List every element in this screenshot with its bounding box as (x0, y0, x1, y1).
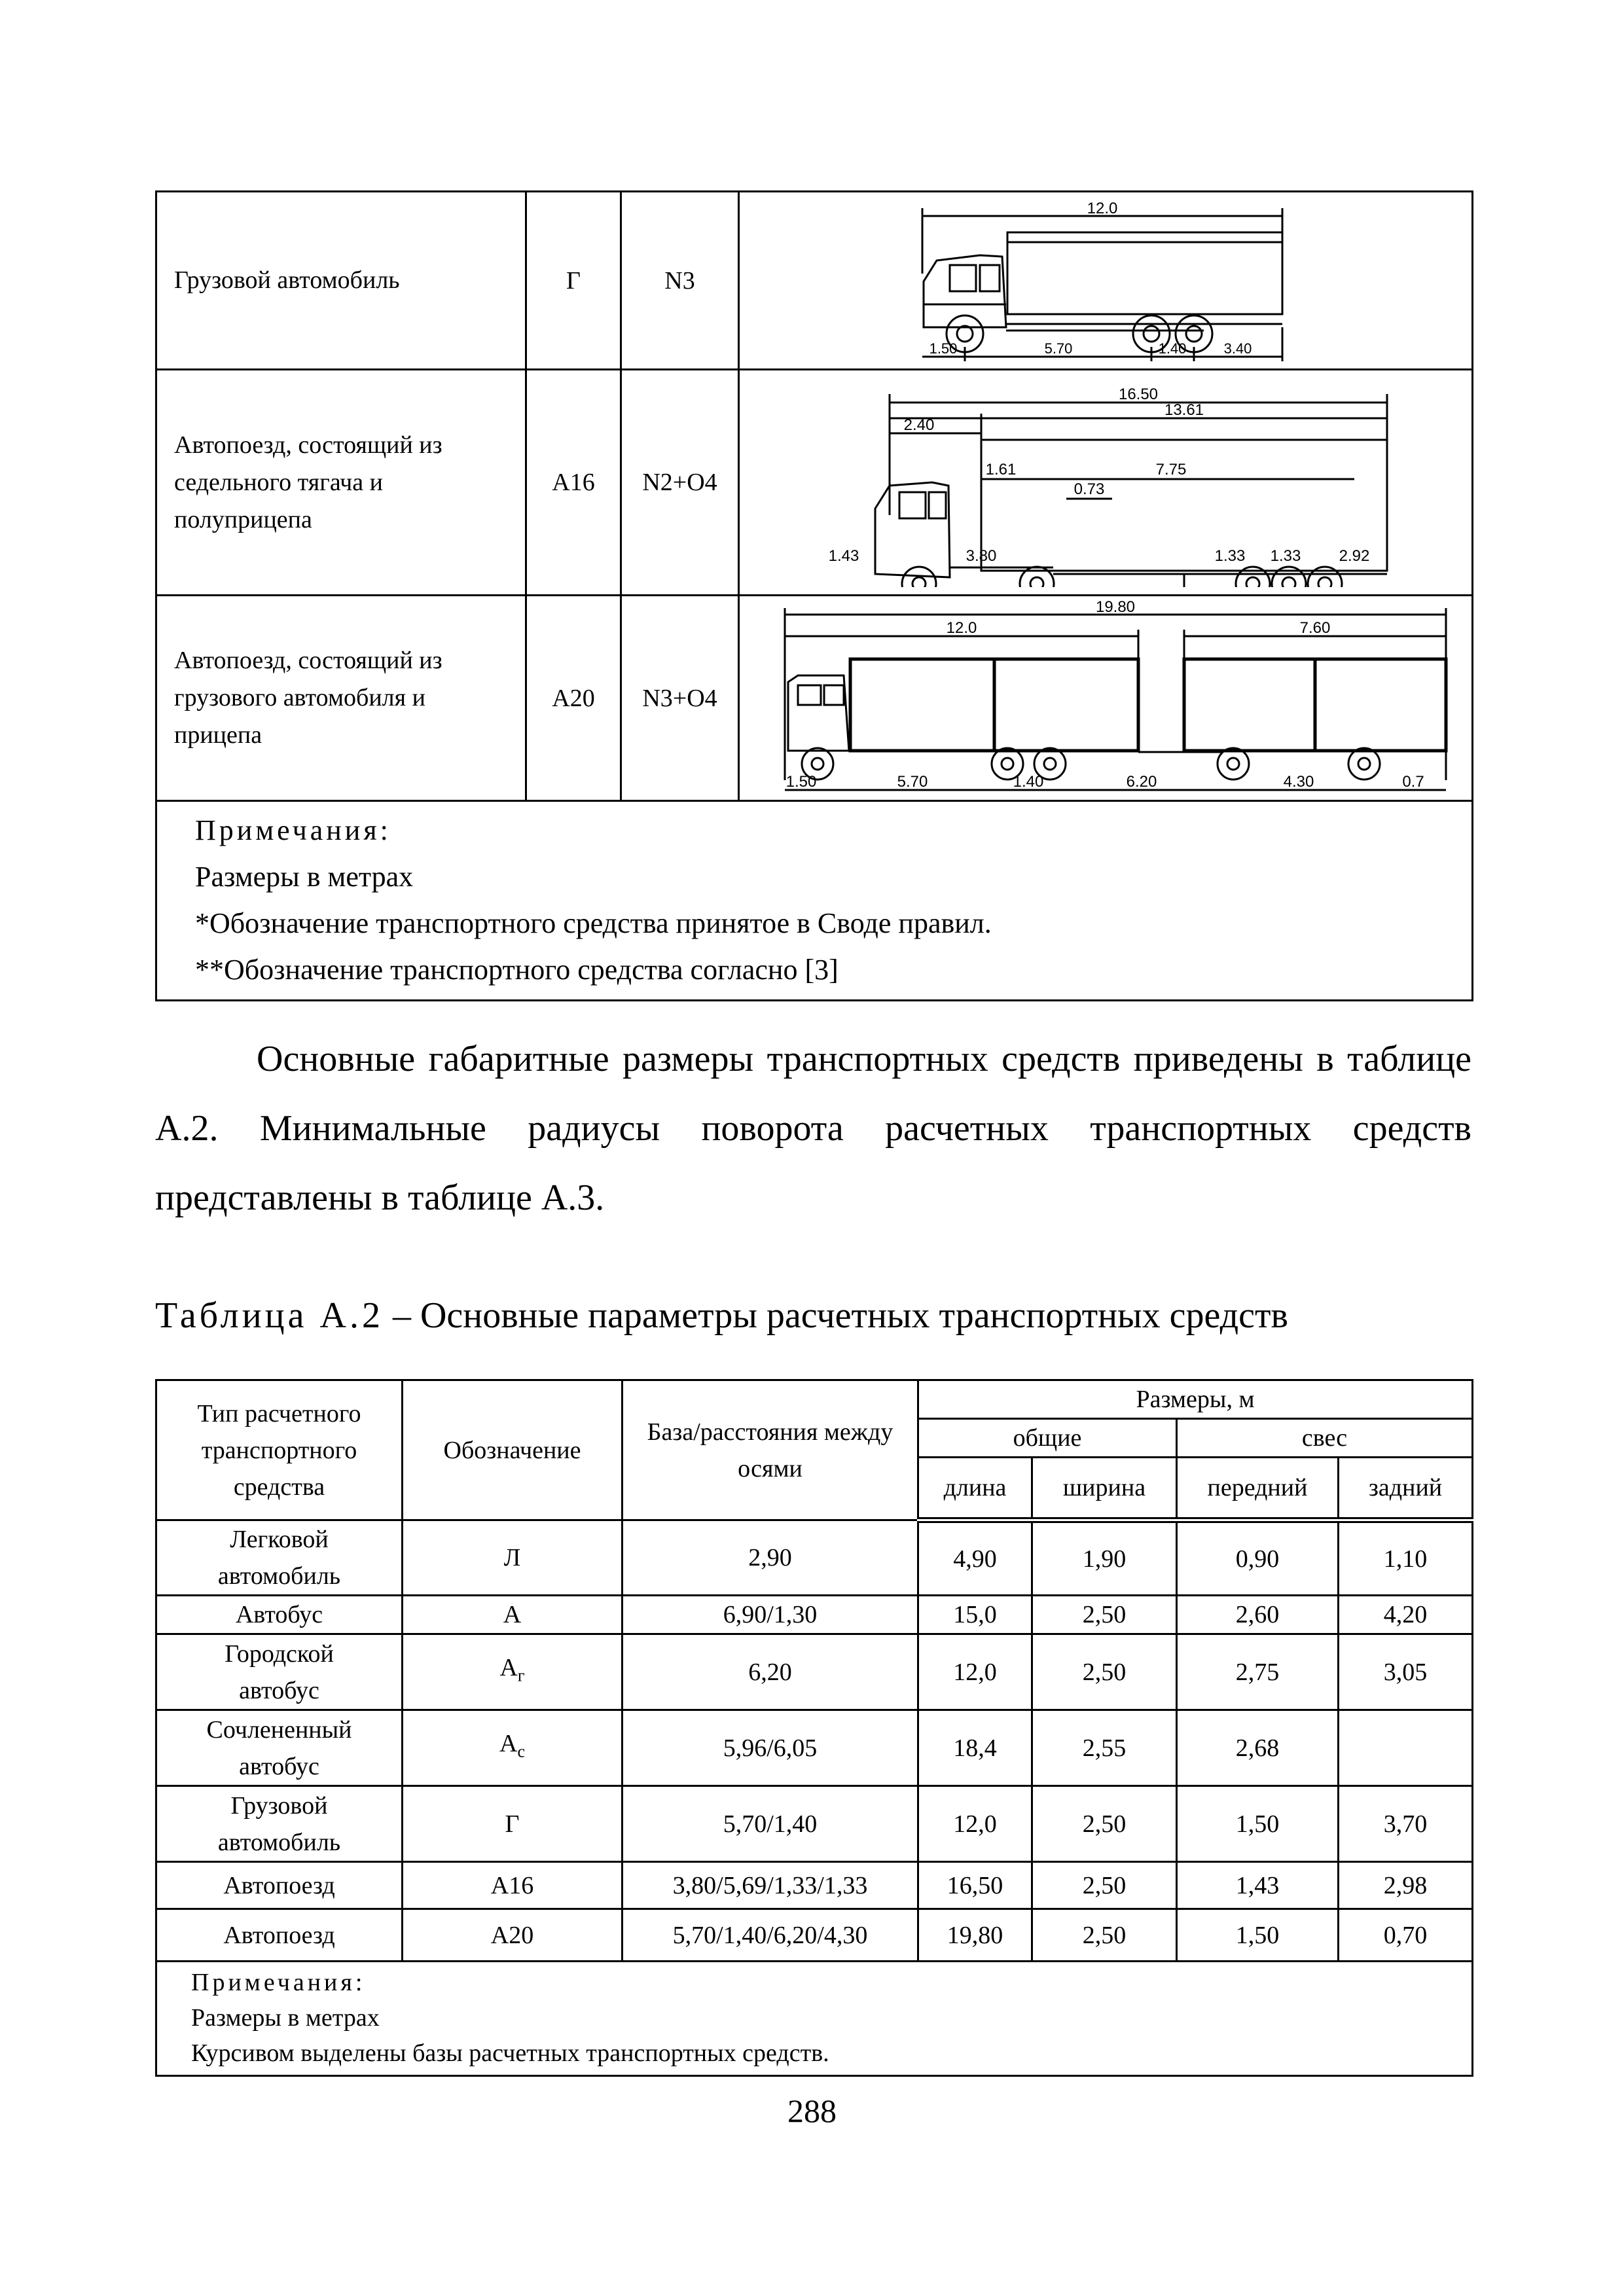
vehicle-code: Г (526, 192, 621, 370)
page-number: 288 (787, 2092, 837, 2129)
cell-type: Автопоезд (156, 1909, 403, 1962)
cell-length: 4,90 (918, 1520, 1032, 1596)
dim-label: 7.75 (1155, 461, 1187, 478)
header-overhang: свес (1177, 1419, 1473, 1458)
cell-front: 1,50 (1177, 1786, 1339, 1862)
table-row (156, 1634, 1473, 1710)
cell-type: Грузовой автомобиль (156, 1786, 403, 1862)
cell-length: 15,0 (918, 1596, 1032, 1634)
table-notes (156, 1962, 1473, 2076)
cell-rear (1339, 1710, 1473, 1786)
cell-base: 5,70/1,40 (623, 1786, 918, 1862)
cell-length: 12,0 (918, 1786, 1032, 1862)
table-row (156, 1520, 1473, 1596)
cell-width: 2,50 (1032, 1862, 1177, 1909)
table-row (156, 1786, 1473, 1862)
cell-width: 2,50 (1032, 1786, 1177, 1862)
header-front: передний (1177, 1458, 1339, 1520)
cell-designation: $А_с$ (403, 1710, 623, 1786)
cell-base: 6,90/1,30 (623, 1596, 918, 1634)
truck-diagram (739, 192, 1473, 370)
dim-label: 4.30 (1283, 772, 1314, 791)
dim-label: 0.73 (1074, 480, 1105, 498)
cell-width: 2,50 (1032, 1634, 1177, 1710)
notes-title: Примечания: (195, 814, 391, 846)
dim-label: 2.92 (1339, 547, 1370, 565)
cell-type: Легковой автомобиль (156, 1520, 403, 1596)
vehicle-category: N2+O4 (621, 370, 739, 596)
dim-label: 5.70 (1044, 340, 1073, 357)
table-row (156, 370, 1473, 596)
dim-label: 13.61 (1164, 401, 1204, 419)
cell-front: 2,68 (1177, 1710, 1339, 1786)
dim-label: 1.43 (828, 547, 859, 565)
dim-overall: 12.0 (1087, 199, 1118, 217)
cell-designation: A16 (403, 1862, 623, 1909)
cell-designation: А (403, 1596, 623, 1634)
cell-base: 6,20 (623, 1634, 918, 1710)
cell-designation: Л (403, 1520, 623, 1596)
cell-length: 16,50 (918, 1862, 1032, 1909)
note-line: Размеры в метрах (195, 861, 414, 893)
cell-front: 2,75 (1177, 1634, 1339, 1710)
table-caption: Таблица А.2 – Основные параметры расчетных транспортных средств (155, 1295, 1288, 1336)
cell-type: Автобус (156, 1596, 403, 1634)
dim-label: 1.50 (785, 772, 817, 791)
dim-label: 1.61 (985, 461, 1017, 478)
cell-front: 1,50 (1177, 1909, 1339, 1962)
cell-base: 5,96/6,05 (623, 1710, 918, 1786)
table-row (156, 1909, 1473, 1962)
dim-label: 1.50 (929, 340, 958, 357)
cell-length: 19,80 (918, 1909, 1032, 1962)
cell-width: 2,50 (1032, 1596, 1177, 1634)
cell-rear: 1,10 (1339, 1520, 1473, 1596)
vehicle-code: A16 (526, 370, 621, 596)
header-rear: задний (1339, 1458, 1473, 1520)
cell-length: 12,0 (918, 1634, 1032, 1710)
table-row (156, 1862, 1473, 1909)
vehicle-category: N3 (621, 192, 739, 370)
header-base: База/расстояния между осями (623, 1380, 918, 1520)
table-row (156, 1710, 1473, 1786)
cell-base: 2,90 (623, 1520, 918, 1596)
header-length: длина (918, 1458, 1032, 1520)
header-type: Тип расчетного транспортного средства (156, 1380, 403, 1520)
cell-type: Автопоезд (156, 1862, 403, 1909)
cell-rear: 3,70 (1339, 1786, 1473, 1862)
cell-designation: A20 (403, 1909, 623, 1962)
cell-rear: 4,20 (1339, 1596, 1473, 1634)
body-paragraph: Основные габаритные размеры транспортных средств приведены в таблице А.2. Минимальные радиусы поворота расчетных транспортных средств представлены в таблице А.3. (155, 1039, 1471, 1218)
cell-base: 5,70/1,40/6,20/4,30 (623, 1909, 918, 1962)
semitrailer-diagram (739, 370, 1473, 596)
vehicle-name: Грузовой автомобиль (156, 192, 526, 370)
vehicle-name: Автопоезд, состоящий из грузового автомобиля и прицепа (156, 596, 526, 801)
vehicle-category: N3+O4 (621, 596, 739, 801)
note-line: *Обозначение транспортного средства принятое в Своде правил. (195, 907, 992, 939)
header-dimensions: Размеры, м (918, 1380, 1473, 1419)
semitrailer-drawing (778, 378, 1433, 587)
cell-type: Сочлененный автобус (156, 1710, 403, 1786)
vehicle-name: Автопоезд, состоящий из седельного тягача и полуприцепа (156, 370, 526, 596)
dim-label: 6.20 (1126, 772, 1157, 791)
header-designation: Обозначение (403, 1380, 623, 1520)
dim-label: 5.70 (897, 772, 928, 791)
cell-width: 2,55 (1032, 1710, 1177, 1786)
road-train-drawing (752, 600, 1459, 797)
cell-front: 0,90 (1177, 1520, 1339, 1596)
dim-overall: 16.50 (1118, 386, 1159, 403)
dim-label: 12.0 (946, 619, 977, 637)
cell-length: 18,4 (918, 1710, 1032, 1786)
vehicle-code: A20 (526, 596, 621, 801)
cell-type: Городской автобус (156, 1634, 403, 1710)
truck-drawing (896, 196, 1315, 365)
table-row (156, 192, 1473, 370)
dim-label: 3.80 (965, 547, 997, 565)
dim-overall: 19.80 (1095, 600, 1136, 616)
dim-label: 1.33 (1214, 547, 1246, 565)
cell-rear: 0,70 (1339, 1909, 1473, 1962)
cell-rear: 3,05 (1339, 1634, 1473, 1710)
note-line: Размеры в метрах (191, 2004, 380, 2032)
dim-label: 0.7 (1402, 772, 1424, 791)
vehicle-parameters-table (155, 1379, 1473, 2077)
note-line: Курсивом выделены базы расчетных транспортных средств. (191, 2039, 829, 2067)
vehicle-types-table (155, 190, 1473, 1001)
header-overall: общие (918, 1419, 1177, 1458)
cell-rear: 2,98 (1339, 1862, 1473, 1909)
note-line: **Обозначение транспортного средства согласно [3] (195, 954, 839, 986)
dim-label: 1.40 (1013, 772, 1044, 791)
table-row (156, 596, 1473, 801)
dim-label: 1.33 (1270, 547, 1301, 565)
table-body (156, 1520, 1473, 1962)
dim-label: 1.40 (1158, 340, 1187, 357)
cell-designation: Г (403, 1786, 623, 1862)
header-width: ширина (1032, 1458, 1177, 1520)
dim-label: 2.40 (903, 416, 935, 434)
dim-label: 7.60 (1299, 619, 1331, 637)
cell-width: 1,90 (1032, 1520, 1177, 1596)
road-train-diagram (739, 596, 1473, 801)
cell-base: 3,80/5,69/1,33/1,33 (623, 1862, 918, 1909)
cell-width: 2,50 (1032, 1909, 1177, 1962)
cell-designation: $А_г$ (403, 1634, 623, 1710)
notes-title: Примечания: (191, 1969, 366, 1996)
dim-label: 3.40 (1223, 340, 1252, 357)
table-row (156, 1596, 1473, 1634)
table-notes (156, 801, 1473, 1001)
cell-front: 1,43 (1177, 1862, 1339, 1909)
cell-front: 2,60 (1177, 1596, 1339, 1634)
